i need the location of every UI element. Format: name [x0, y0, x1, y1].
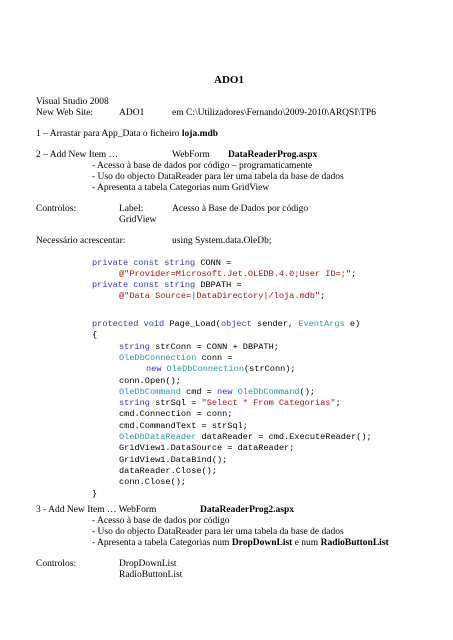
step-3-dropdownlist: DropDownList: [231, 538, 293, 548]
code-token: ;: [351, 269, 357, 280]
code-token: cmd.Connection = conn;: [119, 409, 233, 420]
page-title: ADO1: [214, 74, 244, 86]
step-1: [36, 129, 218, 139]
code-line: [119, 387, 315, 397]
needed-label: Necessário acrescentar:: [36, 236, 126, 246]
code-token: string: [119, 341, 150, 352]
code-line: [119, 432, 372, 442]
code-line: [119, 409, 232, 419]
code-token: conn.Close();: [119, 477, 187, 488]
controls-label: Controlos:: [36, 204, 77, 214]
code-line: [92, 489, 97, 499]
code-token: OleDbCommand: [119, 386, 181, 397]
code-line: [92, 330, 97, 340]
control-label: Label:: [119, 204, 144, 214]
code-line: [119, 421, 248, 431]
code-token: GridView1.DataBind();: [119, 454, 228, 465]
code-token: (strConn);: [244, 364, 296, 375]
code-token: @"Data Source=|DataDirectory|/loja.mdb": [119, 291, 321, 302]
header-line-2-path: em C:\Utilizadores\Fernando\2009-2010\ARQSI\TP6: [172, 108, 376, 118]
needed-value: using System.data.OleDb;: [172, 236, 272, 246]
step-3-bullet: - Acesso à base de dados por código: [92, 516, 230, 526]
code-token: cmd.CommandText = strSql;: [119, 420, 248, 431]
code-line: [119, 466, 217, 476]
controls-label: Controlos:: [36, 559, 77, 569]
step-3-bullet: [92, 538, 389, 548]
code-token: new: [146, 364, 167, 375]
code-line: [119, 455, 227, 465]
code-token: CONN =: [195, 258, 232, 268]
control-label-value: Acesso à Base de Dados por código: [172, 204, 309, 214]
code-token: @"Provider=Microsoft.Jet.OLEDB.4.0;User ID=;": [119, 269, 352, 280]
code-token: strConn = CONN + DBPATH;: [149, 341, 279, 352]
code-token: private const string: [92, 280, 196, 291]
code-token: DBPATH =: [195, 280, 242, 291]
step-1-file: loja.mdb: [181, 129, 219, 139]
code-token: "Select * From Categorias": [201, 398, 336, 409]
code-token: OleDbConnection: [166, 364, 244, 375]
code-token: OleDbCommand: [237, 386, 300, 397]
code-token: conn =: [196, 352, 233, 363]
code-line: [92, 280, 242, 290]
step-2-bullet: - Apresenta a tabela Categorias num GridView: [92, 183, 270, 193]
code-token: EventArgs: [298, 319, 345, 329]
code-line: [119, 376, 181, 386]
control-gridview: GridView: [119, 215, 157, 225]
code-token: ;: [335, 398, 341, 409]
header-line-1: Visual Studio 2008: [36, 97, 109, 107]
code-token: Page_Load(: [164, 319, 221, 329]
code-token: cmd =: [180, 386, 217, 397]
code-token: dataReader.Close();: [119, 465, 217, 476]
code-token: protected void: [92, 319, 165, 329]
code-line: [146, 364, 296, 374]
code-token: OleDbConnection: [119, 352, 197, 363]
control-radiobuttonlist: RadioButtonList: [119, 570, 183, 580]
code-token: conn.Open();: [119, 375, 181, 386]
code-line: [119, 443, 294, 453]
step-3-bullet-text: e num: [292, 538, 321, 548]
code-token: {: [92, 330, 98, 341]
step-1-text: 1 – Arrastar para App_Data o ficheiro: [36, 129, 182, 139]
code-line: [119, 398, 341, 408]
code-token: new: [217, 386, 238, 397]
code-token: sender,: [251, 319, 299, 329]
step-3-name: DataReaderProg2.aspx: [200, 505, 295, 515]
header-line-2-label: New Web Site:: [36, 108, 94, 118]
step-3-bullet: - Uso do objecto DataReader para ler uma tabela da base de dados: [92, 527, 344, 537]
code-line: [119, 477, 186, 487]
step-2-bullet: - Acesso à base de dados por código – programaticamente: [92, 161, 313, 171]
code-token: private const string: [92, 258, 196, 268]
step-3-radiobuttonlist: RadioButtonList: [320, 538, 389, 548]
step-2-kind: WebForm: [172, 150, 210, 160]
code-line: [119, 269, 356, 279]
step-2-name: DataReaderProg.aspx: [228, 150, 318, 160]
code-line: [92, 319, 360, 329]
header-line-2-name: ADO1: [119, 108, 145, 118]
code-token: ;: [320, 291, 326, 302]
code-token: ();: [299, 386, 316, 397]
step-2-bullet: - Uso do objecto DataReader para ler uma tabela da base de dados: [92, 172, 344, 182]
code-token: OleDbDataReader: [119, 432, 197, 442]
code-token: GridView1.DataSource = dataReader;: [119, 443, 295, 454]
control-dropdownlist: DropDownList: [119, 559, 177, 569]
code-token: strSql =: [149, 398, 202, 409]
step-2-prefix: 2 – Add New Item …: [36, 150, 119, 160]
code-line: [119, 342, 279, 352]
code-token: dataReader = cmd.ExecuteReader();: [196, 432, 372, 442]
step-3-prefix: 3 - Add New Item … WebForm: [36, 505, 157, 515]
step-3-bullet-text: - Apresenta a tabela Categorias num: [92, 538, 232, 548]
code-token: string: [119, 398, 150, 409]
code-line: [119, 353, 232, 363]
code-line: [92, 258, 231, 268]
code-token: object: [220, 319, 252, 329]
code-token: e): [344, 319, 361, 329]
code-token: }: [92, 488, 98, 499]
code-line: [119, 291, 325, 301]
